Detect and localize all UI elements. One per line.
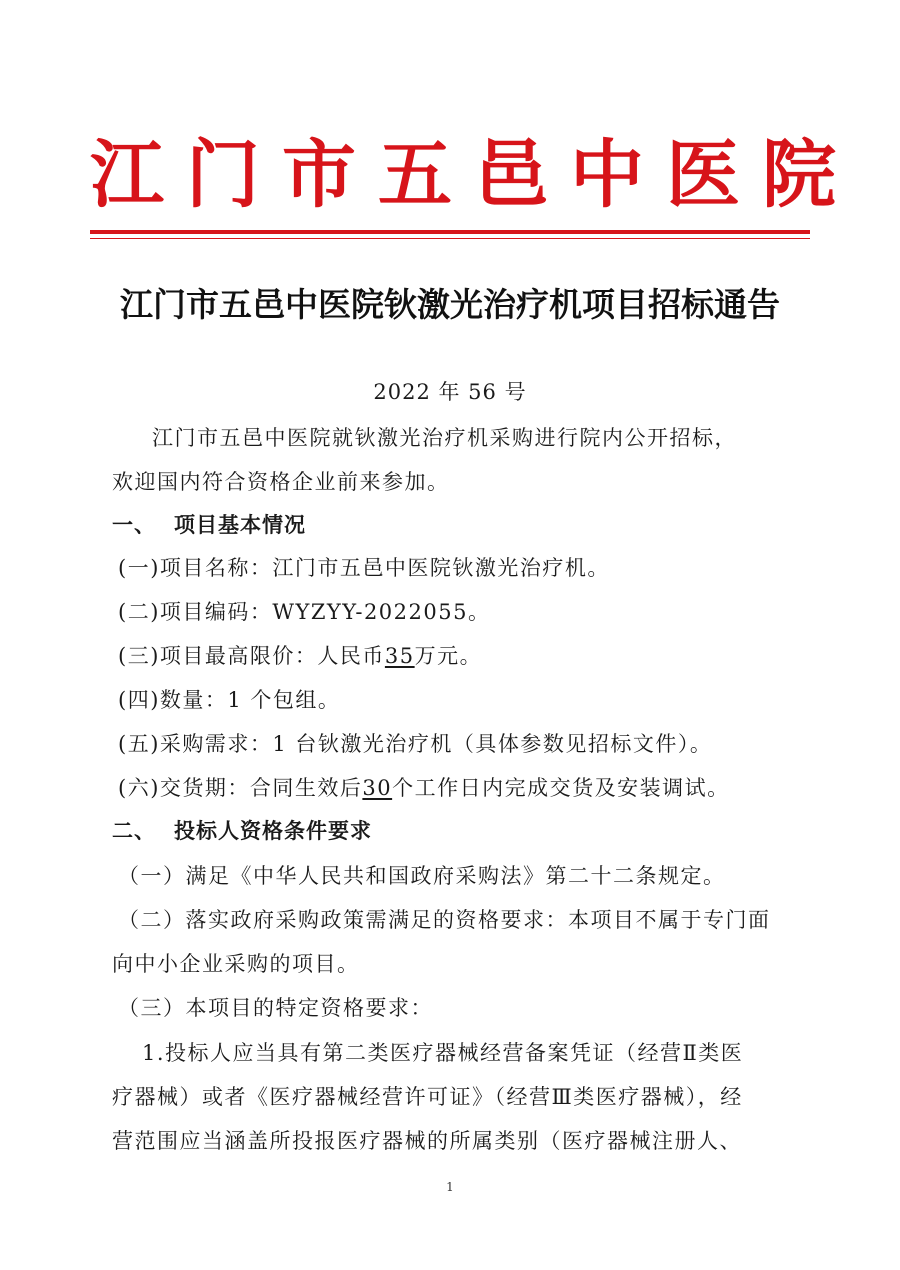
item-project-name: (一)项目名称：江门市五邑中医院钬激光治疗机。 [118,556,610,580]
requirement-2-line-1: （二）落实政府采购政策需满足的资格要求：本项目不属于专门面 [118,908,771,932]
delivery-prefix: (六)交货期：合同生效后 [118,776,363,800]
item-delivery [118,768,808,808]
delivery-value: 30 [362,776,393,800]
max-price-prefix: (三)项目最高限价：人民币 [118,644,385,668]
letterhead-rule-thin [90,238,810,239]
letterhead-org-name: 江门市五邑中医院 [90,132,858,218]
requirement-2-line-2: 向中小企业采购的项目。 [112,952,360,976]
section-1-number: 一、 [112,513,156,537]
max-price-suffix: 万元。 [414,644,483,668]
item-demand: (五)采购需求：1 台钬激光治疗机（具体参数见招标文件）。 [118,732,713,756]
intro-line-1: 江门市五邑中医院就钬激光治疗机采购进行院内公开招标， [152,426,737,450]
document-number: 2022 年 56 号 [373,380,527,404]
max-price-value: 35 [384,644,415,668]
item-quantity: (四)数量：1 个包组。 [118,688,341,712]
item-max-price [118,636,808,676]
letterhead-rule-thick [90,230,810,234]
requirement-3-1-line-2: 疗器械）或者《医疗器械经营许可证》（经营Ⅲ类医疗器械），经 [112,1085,743,1109]
item-project-code: (二)项目编码：WYZYY-2022055。 [118,600,491,624]
document-title: 江门市五邑中医院钬激光治疗机项目招标通告 [120,285,780,324]
requirement-3-1-line-3: 营范围应当涵盖所投报医疗器械的所属类别（医疗器械注册人、 [112,1129,742,1153]
page-number: 1 [446,1180,454,1194]
requirement-3-1-line-1: 1.投标人应当具有第二类医疗器械经营备案凭证（经营Ⅱ类医 [142,1041,744,1065]
section-1-title: 项目基本情况 [174,513,306,537]
intro-line-2: 欢迎国内符合资格企业前来参加。 [112,470,450,494]
delivery-suffix: 个工作日内完成交货及安装调试。 [392,776,730,800]
requirement-1: （一）满足《中华人民共和国政府采购法》第二十二条规定。 [118,864,726,888]
requirement-3: （三）本项目的特定资格要求： [118,996,433,1020]
section-1-heading [112,505,802,545]
section-2-title: 投标人资格条件要求 [174,819,372,843]
section-2-heading [112,811,802,851]
section-2-number: 二、 [112,819,156,843]
